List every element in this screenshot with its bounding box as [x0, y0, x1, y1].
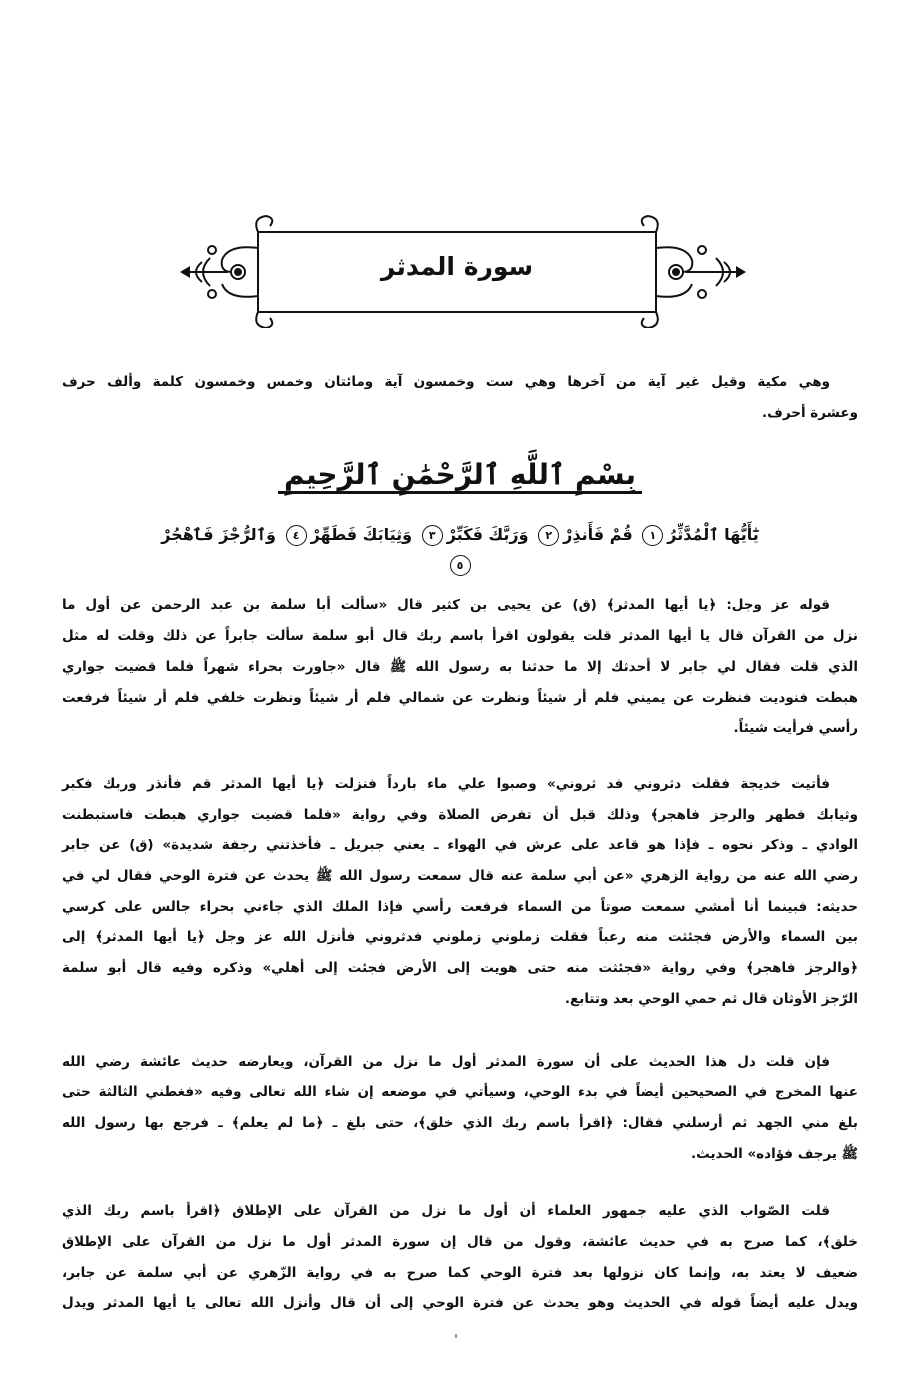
- text-line: الرّجز الأوثان قال ثم حمي الوحي بعد وتتابع.: [564, 990, 858, 1007]
- verse-number-marker: ٢: [538, 525, 559, 546]
- verse-text: وَٱلرُّجْزَ فَٱهْجُرْ: [161, 525, 276, 545]
- text-line: فإن قلت دل هذا الحديث على أن سورة المدثر أول ما نزل من القرآن، ويعارضه حديث عائشة رضي الله: [62, 1053, 830, 1070]
- text-line: الوادي ـ وذكر نحوه ـ فإذا هو قاعد على عرش في الهواء ـ يعني جبريل ـ فأخذتني رجفة شديدة» (ق) عن جابر: [62, 837, 858, 854]
- text-line: حديثه: فبينما أنا أمشي سمعت صوتاً من السماء فرفعت رأسي فإذا الملك الذي جاءني بحراء جالس على كرسي: [62, 898, 858, 915]
- commentary-paragraph: [62, 590, 858, 744]
- verse-text: وَرَبَّكَ فَكَبِّرْ: [446, 525, 529, 545]
- text-line: خلق﴾، كما صرح به في حديث عائشة، وقول من قال إن سورة المدثر أول ما نزل من القرآن على الإطلاق: [62, 1234, 858, 1251]
- text-line: وهي مكية وقيل غير آية من آخرها وهي ست وخمسون آية ومائتان وخمس وخمسون كلمة وألف حرف: [62, 374, 830, 390]
- text-line: ضعيف لا يعتد به، وإنما كان نزولها بعد فترة الوحي كما صرح به في رواية الزّهري عن أبي سلمة عن جابر،: [62, 1264, 858, 1281]
- text-line: الذي قلت فقال لي جابر لا أحدثك إلا ما حدثنا به رسول الله ﷺ قال «جاورت بحراء شهراً فلما قضيت جواري: [62, 658, 858, 675]
- text-line: قوله عز وجل: ﴿يا أيها المدثر﴾ (ق) عن يحيى بن كثير قال «سألت أبا سلمة بن عبد الرحمن عن أول ما: [62, 597, 830, 614]
- text-line: وعشرة أحرف.: [762, 404, 858, 421]
- verse-number-marker: ٥: [450, 555, 471, 576]
- text-line: قلت الصّواب الذي عليه جمهور العلماء أن أول ما نزل من القرآن على الإطلاق ﴿اقرأ باسم ربك الذي: [62, 1203, 830, 1220]
- text-line: وثيابك فطهر والرجز فاهجر﴾ وذلك قبل أن تفرض الصلاة وفي رواية «فلما قضيت جواري هبطت فاستبطنت: [62, 806, 858, 823]
- text-line: هبطت فنوديت فنظرت عن يميني فلم أر شيئاً ونظرت عن شمالي فلم أر شيئاً ونظرت خلفي فلم أر شيئاً فرفعت: [62, 689, 858, 706]
- basmala-text: بِسْمِ ٱللَّهِ ٱلرَّحْمَٰنِ ٱلرَّحِيمِ: [278, 458, 642, 494]
- commentary-paragraph: [62, 1047, 858, 1170]
- verse-number-marker: ١: [642, 525, 663, 546]
- text-line: رأسي فرأيت شيئاً.: [733, 720, 858, 737]
- surah-title: سورة المدثر: [380, 252, 534, 281]
- verse-text: قُمْ فَأَنذِرْ: [563, 525, 633, 545]
- text-line: نزل من القرآن قال يا أيها المدثر قلت يقولون اقرأ باسم ربك قال أبو سلمة سألت جابراً عن ذلك وقلت له مثل: [62, 628, 858, 645]
- commentary-paragraph: [62, 769, 858, 1015]
- page-body: [62, 367, 858, 1319]
- surah-intro: [62, 367, 858, 428]
- quran-verses: [160, 520, 760, 580]
- text-line: بين السماء والأرض فجئثت منه رعباً فقلت زملوني زملوني فدثروني فأنزل الله عز وجل ﴿يا أيها المدثر﴾ إلى: [62, 929, 858, 946]
- text-line: رضي الله عنه من رواية الزهري «عن أبي سلمة عنه قال سمعت رسول الله ﷺ يحدث عن فترة الوحي فقال لي في: [62, 868, 858, 885]
- text-line: ﷺ يرجف فؤاده» الحديث.: [691, 1145, 858, 1162]
- scan-speck: [455, 1334, 457, 1338]
- text-line: فأتيت خديجة فقلت دثروني فد ثروني» وصبوا علي ماء بارداً فنزلت ﴿يا أيها المدثر قم فأنذر وربك فكبر: [62, 775, 830, 792]
- text-line: ﴿والرجز فاهجر﴾ وفي رواية «فجئثت منه حتى هويت إلى الأرض فجئت إلى أهلي» وذكره وفيه قال أبو سلمة: [62, 960, 858, 977]
- verse-text: وَثِيَابَكَ فَطَهِّرْ: [310, 525, 413, 545]
- verse-number-marker: ٣: [422, 525, 443, 546]
- verse-number-marker: ٤: [286, 525, 307, 546]
- text-line: بلغ مني الجهد ثم أرسلني فقال: ﴿اقرأ باسم ربك الذي خلق﴾، حتى بلغ ـ ﴿ما لم يعلم﴾ ـ فرجع بها رسول الله: [62, 1114, 858, 1131]
- commentary-paragraph: [62, 1196, 858, 1319]
- verse-text: يَٰٓأَيُّهَا ٱلْمُدَّثِّرُ: [667, 525, 759, 545]
- text-line: ويدل عليه أيضاً قوله في الحديث وهو يحدث عن فترة الوحي إلى أن قال وأنزل الله تعالى يا أيها المدثر ويدل: [62, 1295, 858, 1312]
- text-line: عنها المخرج في الصحيحين أيضاً في بدء الوحي، وسيأتي في موضعه إن شاء الله تعالى وفيه «فغطني الثالثة حتى: [62, 1084, 858, 1101]
- basmala: [62, 455, 858, 495]
